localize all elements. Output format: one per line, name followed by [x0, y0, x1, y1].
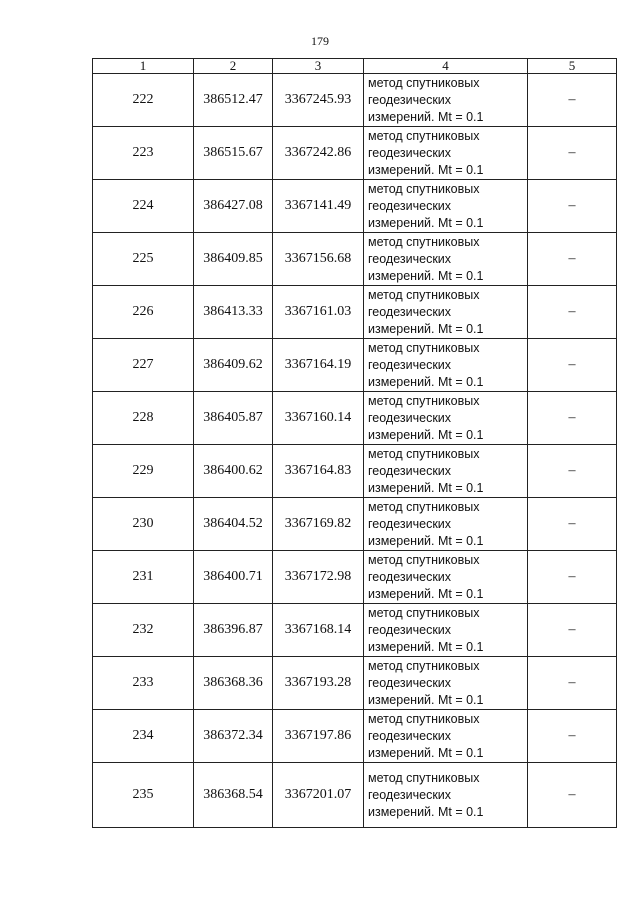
method-line: геодезических [368, 198, 452, 213]
note-cell: – [528, 392, 617, 445]
point-number-cell: 235 [93, 763, 194, 828]
header-col-5: 5 [528, 59, 617, 74]
header-col-1: 1 [93, 59, 194, 74]
x-coordinate-cell: 386413.33 [194, 286, 273, 339]
method-cell [364, 657, 528, 710]
method-line: метод спутниковых [368, 393, 480, 408]
method-line: метод спутниковых [368, 340, 480, 355]
y-coordinate-cell: 3367164.19 [273, 339, 364, 392]
note-cell: – [528, 657, 617, 710]
method-cell [364, 286, 528, 339]
method-line: измерений. Mt = 0.1 [368, 427, 484, 442]
method-line: метод спутниковых [368, 446, 480, 461]
method-line: измерений. Mt = 0.1 [368, 374, 484, 389]
method-line: геодезических [368, 463, 452, 478]
y-coordinate-cell: 3367168.14 [273, 604, 364, 657]
y-coordinate-cell: 3367161.03 [273, 286, 364, 339]
x-coordinate-cell: 386512.47 [194, 74, 273, 127]
note-cell: – [528, 286, 617, 339]
point-number-cell: 228 [93, 392, 194, 445]
method-line: метод спутниковых [368, 75, 480, 90]
method-line: метод спутниковых [368, 499, 480, 514]
y-coordinate-cell: 3367156.68 [273, 233, 364, 286]
table-row [93, 180, 617, 233]
method-line: измерений. Mt = 0.1 [368, 692, 484, 707]
point-number-cell: 231 [93, 551, 194, 604]
note-cell: – [528, 180, 617, 233]
method-line: метод спутниковых [368, 770, 480, 785]
method-line: геодезических [368, 787, 452, 802]
note-cell: – [528, 498, 617, 551]
y-coordinate-cell: 3367197.86 [273, 710, 364, 763]
method-cell [364, 763, 528, 828]
y-coordinate-cell: 3367201.07 [273, 763, 364, 828]
method-line: измерений. Mt = 0.1 [368, 639, 484, 654]
method-line: геодезических [368, 675, 452, 690]
method-cell [364, 604, 528, 657]
point-number-cell: 233 [93, 657, 194, 710]
header-col-3: 3 [273, 59, 364, 74]
method-line: метод спутниковых [368, 128, 480, 143]
table-row [93, 710, 617, 763]
method-line: геодезических [368, 569, 452, 584]
point-number-cell: 224 [93, 180, 194, 233]
header-col-2: 2 [194, 59, 273, 74]
point-number-cell: 226 [93, 286, 194, 339]
method-line: метод спутниковых [368, 552, 480, 567]
method-line: измерений. Mt = 0.1 [368, 745, 484, 760]
table-row [93, 339, 617, 392]
method-cell [364, 710, 528, 763]
point-number-cell: 230 [93, 498, 194, 551]
x-coordinate-cell: 386404.52 [194, 498, 273, 551]
method-line: измерений. Mt = 0.1 [368, 533, 484, 548]
x-coordinate-cell: 386405.87 [194, 392, 273, 445]
table-row [93, 498, 617, 551]
page-number: 179 [311, 34, 329, 48]
method-cell [364, 233, 528, 286]
x-coordinate-cell: 386515.67 [194, 127, 273, 180]
table-row [93, 286, 617, 339]
method-line: геодезических [368, 516, 452, 531]
method-line: метод спутниковых [368, 181, 480, 196]
y-coordinate-cell: 3367164.83 [273, 445, 364, 498]
x-coordinate-cell: 386372.34 [194, 710, 273, 763]
table-row [93, 551, 617, 604]
method-cell [364, 127, 528, 180]
x-coordinate-cell: 386396.87 [194, 604, 273, 657]
method-line: геодезических [368, 145, 452, 160]
table-row [93, 445, 617, 498]
method-line: измерений. Mt = 0.1 [368, 480, 484, 495]
method-line: метод спутниковых [368, 287, 480, 302]
method-line: метод спутниковых [368, 605, 480, 620]
method-cell [364, 180, 528, 233]
x-coordinate-cell: 386400.62 [194, 445, 273, 498]
note-cell: – [528, 763, 617, 828]
y-coordinate-cell: 3367141.49 [273, 180, 364, 233]
note-cell: – [528, 74, 617, 127]
point-number-cell: 222 [93, 74, 194, 127]
table-row [93, 127, 617, 180]
note-cell: – [528, 445, 617, 498]
method-cell [364, 74, 528, 127]
method-line: измерений. Mt = 0.1 [368, 586, 484, 601]
x-coordinate-cell: 386400.71 [194, 551, 273, 604]
method-line: измерений. Mt = 0.1 [368, 109, 484, 124]
table-row [93, 763, 617, 828]
method-cell [364, 445, 528, 498]
method-line: измерений. Mt = 0.1 [368, 162, 484, 177]
table-row [93, 604, 617, 657]
note-cell: – [528, 710, 617, 763]
method-line: метод спутниковых [368, 658, 480, 673]
method-line: геодезических [368, 304, 452, 319]
note-cell: – [528, 233, 617, 286]
table-row [93, 74, 617, 127]
x-coordinate-cell: 386409.85 [194, 233, 273, 286]
method-line: геодезических [368, 728, 452, 743]
method-line: геодезических [368, 92, 452, 107]
method-line: геодезических [368, 251, 452, 266]
table-body [93, 74, 617, 828]
y-coordinate-cell: 3367160.14 [273, 392, 364, 445]
method-line: измерений. Mt = 0.1 [368, 804, 484, 819]
method-cell [364, 498, 528, 551]
y-coordinate-cell: 3367193.28 [273, 657, 364, 710]
table-row [93, 392, 617, 445]
table-row [93, 657, 617, 710]
point-number-cell: 223 [93, 127, 194, 180]
method-line: измерений. Mt = 0.1 [368, 268, 484, 283]
method-line: измерений. Mt = 0.1 [368, 215, 484, 230]
method-cell [364, 551, 528, 604]
y-coordinate-cell: 3367245.93 [273, 74, 364, 127]
method-line: геодезических [368, 622, 452, 637]
method-line: метод спутниковых [368, 234, 480, 249]
header-row [93, 59, 617, 74]
method-cell [364, 392, 528, 445]
method-cell [364, 339, 528, 392]
y-coordinate-cell: 3367242.86 [273, 127, 364, 180]
note-cell: – [528, 339, 617, 392]
header-col-4: 4 [364, 59, 528, 74]
x-coordinate-cell: 386368.36 [194, 657, 273, 710]
coordinates-table [92, 58, 617, 828]
note-cell: – [528, 604, 617, 657]
x-coordinate-cell: 386409.62 [194, 339, 273, 392]
note-cell: – [528, 127, 617, 180]
method-line: геодезических [368, 357, 452, 372]
method-line: измерений. Mt = 0.1 [368, 321, 484, 336]
x-coordinate-cell: 386368.54 [194, 763, 273, 828]
point-number-cell: 229 [93, 445, 194, 498]
y-coordinate-cell: 3367172.98 [273, 551, 364, 604]
x-coordinate-cell: 386427.08 [194, 180, 273, 233]
point-number-cell: 232 [93, 604, 194, 657]
point-number-cell: 227 [93, 339, 194, 392]
note-cell: – [528, 551, 617, 604]
method-line: метод спутниковых [368, 711, 480, 726]
point-number-cell: 225 [93, 233, 194, 286]
method-line: геодезических [368, 410, 452, 425]
table-row [93, 233, 617, 286]
point-number-cell: 234 [93, 710, 194, 763]
y-coordinate-cell: 3367169.82 [273, 498, 364, 551]
